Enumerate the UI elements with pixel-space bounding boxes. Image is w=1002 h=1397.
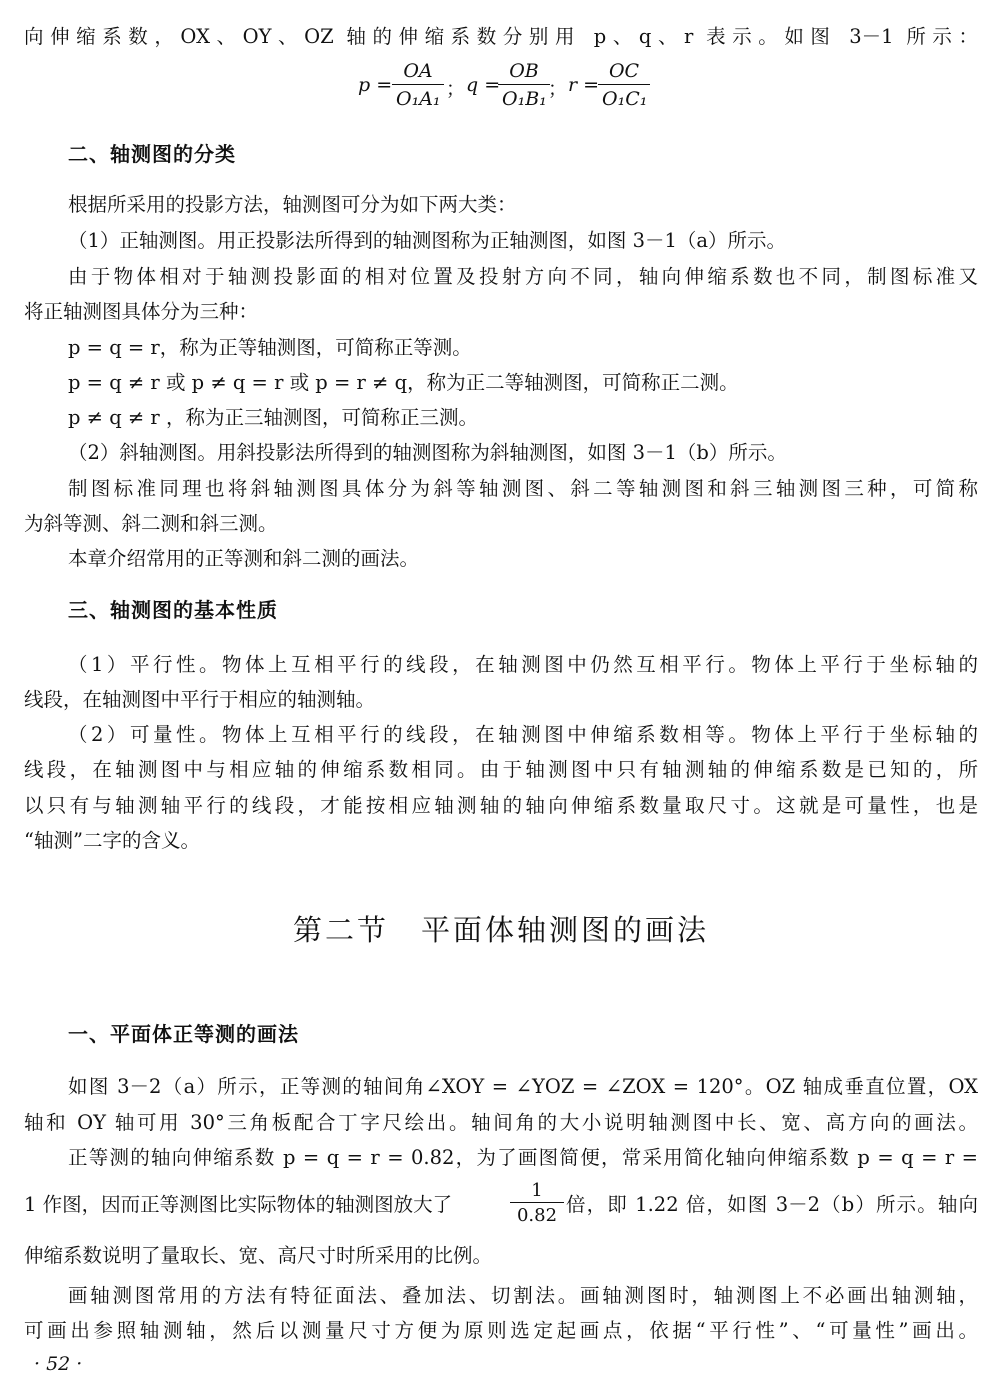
fraction-bar [510,1202,564,1203]
paragraph-line: 正等测的轴向伸缩系数 p = q = r = 0.82，为了画图简便，常采用简化轴向伸缩系数 p = q = r = [68,1146,978,1169]
formula-r-numerator: OC [608,60,640,82]
fraction-bar [598,84,650,85]
section-heading-properties: 三、轴测图的基本性质 [68,598,278,622]
paragraph-line: 将正轴测图具体分为三种： [24,300,259,323]
paragraph-line: （1）平行性。物体上互相平行的线段，在轴测图中仍然互相平行。物体上平行于坐标轴的 [68,653,978,676]
intro-line: 向伸缩系数，OX、OY、OZ 轴的伸缩系数分别用 p、q、r 表示。如图 3－1 所示： [24,25,978,48]
formula-p-numerator: OA [403,60,433,82]
paragraph-line: （1）正轴测图。用正投影法所得到的轴测图称为正轴测图，如图 3－1（a）所示。 [68,229,787,252]
inline-fraction-denominator: 0.82 [516,1205,558,1226]
paragraph-line: 以只有与轴测轴平行的线段，才能按相应轴测轴的轴向伸缩系数量取尺寸。这就是可量性，也是 [24,794,978,817]
paragraph-line: 由于物体相对于轴测投影面的相对位置及投射方向不同，轴向伸缩系数也不同，制图标准又 [68,265,978,288]
paragraph-line: 伸缩系数说明了量取长、宽、高尺寸时所采用的比例。 [24,1244,493,1267]
paragraph-line: 如图 3－2（a）所示，正等测的轴间角∠XOY = ∠YOZ = ∠ZOX = 120°。OZ 轴成垂直位置，OX [68,1075,978,1098]
section-heading-isometric: 一、平面体正等测的画法 [68,1022,299,1046]
paragraph-line: 线段，在轴测图中平行于相应的轴测轴。 [24,688,376,711]
paragraph-line: “轴测”二字的含义。 [24,829,200,852]
paragraph-line: 轴和 OY 轴可用 30°三角板配合丁字尺绘出。轴间角的大小说明轴测图中长、宽、高方向的画法。 [24,1111,978,1134]
paragraph-line: p = q = r，称为正等轴测图，可简称正等测。 [68,336,472,359]
formula-p-label: p = [358,74,393,96]
formula-q-fraction [498,60,550,110]
page-number: · 52 · [34,1353,83,1375]
formula-q-numerator: OB [509,60,539,82]
paragraph-line: （2）斜轴测图。用斜投影法所得到的轴测图称为斜轴测图，如图 3－1（b）所示。 [68,441,787,464]
paragraph-line: p ≠ q ≠ r ，称为正三轴测图，可简称正三测。 [68,406,478,429]
formula-q-denominator: O₁B₁ [502,88,547,110]
formula-p-fraction [392,60,444,110]
fraction-bar [392,84,444,85]
formula-sep-2: ； [548,78,568,100]
section-heading-classification: 二、轴测图的分类 [68,142,236,166]
inline-fraction [510,1180,564,1226]
paragraph-line: 画轴测图常用的方法有特征面法、叠加法、切割法。画轴测图时，轴测图上不必画出轴测轴， [68,1284,978,1307]
formula-r-denominator: O₁C₁ [602,88,648,110]
paragraph-line: 本章介绍常用的正等测和斜二测的画法。 [68,547,420,570]
paragraph-line: 线段，在轴测图中与相应轴的伸缩系数相同。由于轴测图中只有轴测轴的伸缩系数是已知的，所 [24,758,978,781]
paragraph-line: 为斜等测、斜二测和斜三测。 [24,512,278,535]
paragraph-line: 可画出参照轴测轴，然后以测量尺寸方便为原则选定起画点，依据“平行性”、“可量性”画出。 [24,1319,978,1342]
paragraph-line: （2）可量性。物体上互相平行的线段，在轴测图中伸缩系数相等。物体上平行于坐标轴的 [68,723,978,746]
paragraph-line-part-1: 1 作图，因而正等测图比实际物体的轴测图放大了 [24,1193,453,1216]
paragraph-line-part-2: 倍，即 1.22 倍，如图 3－2（b）所示。轴向 [566,1193,978,1216]
formula-q-label: q = [466,74,501,96]
formula-sep-1: ； [446,78,466,100]
paragraph-line: p = q ≠ r 或 p ≠ q = r 或 p = r ≠ q，称为正二等轴测图，可简称正二测。 [68,371,739,394]
inline-fraction-numerator: 1 [531,1180,543,1201]
paragraph-line: 根据所采用的投影方法，轴测图可分为如下两大类： [68,193,517,216]
formula-p-denominator: O₁A₁ [396,88,441,110]
fraction-bar [498,84,550,85]
chapter-title: 第二节 平面体轴测图的画法 [292,913,709,947]
formula-r-label: r = [568,74,600,96]
paragraph-line: 制图标准同理也将斜轴测图具体分为斜等轴测图、斜二等轴测图和斜三轴测图三种，可简称 [68,477,978,500]
formula-r-fraction [598,60,650,110]
